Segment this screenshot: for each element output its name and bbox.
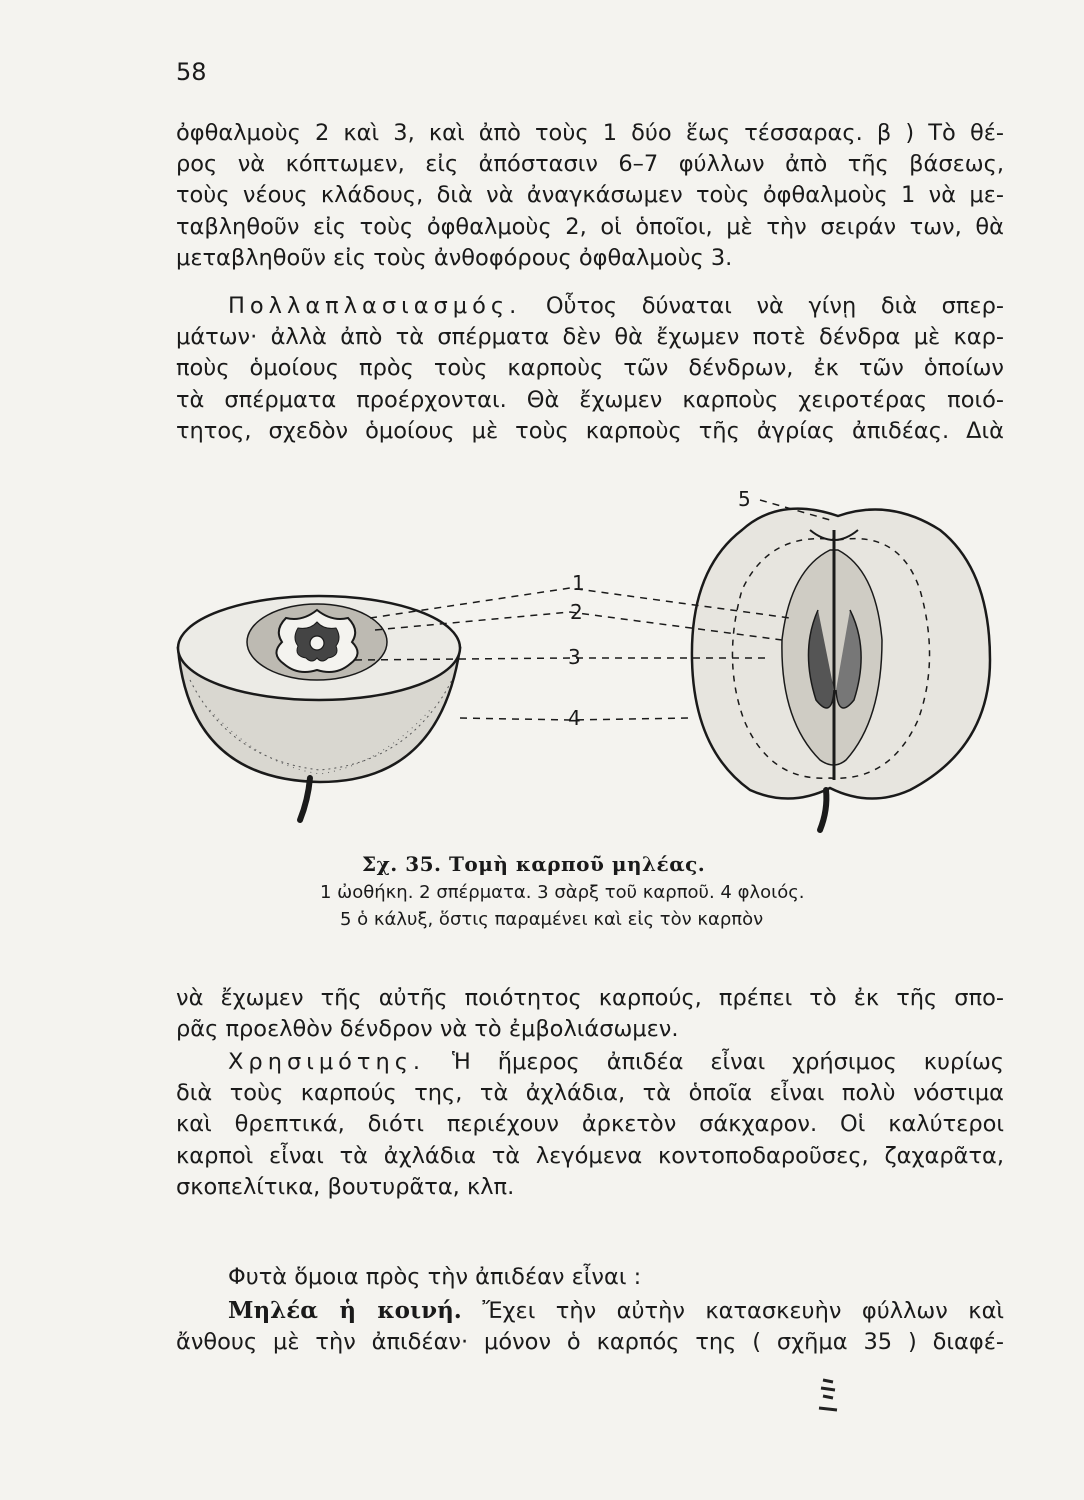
text-line: νὰ ἔχωμεν τῆς αὐτῆς ποιότητος καρπούς, πρέπει τὸ ἐκ τῆς σπο- bbox=[176, 985, 1004, 1011]
text-run: Ἔχει τὴν αὐτὴν κατασκευὴν φύλλων καὶ bbox=[461, 1298, 1005, 1324]
paragraph-similar-plants bbox=[176, 1262, 1004, 1293]
text-line: καὶ θρεπτικά, διότι περιέχουν ἀρκετὸν σάκχαρον. Οἱ καλύτεροι bbox=[176, 1111, 1004, 1138]
text-line: ρᾶς προελθὸν δένδρον νὰ τὸ ἐμβολιάσωμεν. bbox=[176, 1016, 679, 1043]
text-line: τοὺς νέους κλάδους, διὰ νὰ ἀναγκάσωμεν τοὺς ὀφθαλμοὺς 1 νὰ με- bbox=[176, 182, 1004, 209]
paragraph-propagation bbox=[176, 291, 1004, 447]
text-line bbox=[176, 1047, 1004, 1078]
paragraph-grafting bbox=[176, 983, 1004, 1045]
figure-label-4: 4 bbox=[568, 706, 581, 730]
text-line: τητος, σχεδὸν ὁμοίους μὲ τοὺς καρποὺς τῆς ἀγρίας ἀπιδέας. Διὰ bbox=[176, 417, 1004, 444]
paragraph-pruning bbox=[176, 118, 1004, 274]
figure-label-5: 5 bbox=[738, 487, 751, 511]
figure-caption-title: Σχ. 35. Τομὴ καρποῦ μηλέας. bbox=[362, 852, 706, 876]
ink-smudge bbox=[815, 1376, 845, 1416]
section-heading-apple: Μηλέα ἡ κοινή. bbox=[228, 1297, 462, 1324]
text-line: ρος νὰ κόπτωμεν, εἰς ἀπόστασιν 6–7 φύλλων ἀπὸ τῆς βάσεως, bbox=[176, 151, 1004, 178]
text-line: καρποὶ εἶναι τὰ ἀχλάδια τὰ λεγόμενα κοντοποδαροῦσες, ζαχαρᾶτα, bbox=[176, 1142, 1004, 1169]
figure-label-1: 1 bbox=[572, 571, 585, 595]
text-line: μεταβληθοῦν εἰς τοὺς ἀνθοφόρους ὀφθαλμοὺς 3. bbox=[176, 244, 733, 271]
text-line: σκοπελίτικα, βουτυρᾶτα, κλπ. bbox=[176, 1173, 515, 1200]
paragraph-apple-tree bbox=[176, 1295, 1004, 1358]
text-line: μάτων· ἀλλὰ ἀπὸ τὰ σπέρματα δὲν θὰ ἔχωμεν ποτὲ δένδρα μὲ καρ- bbox=[176, 324, 1004, 351]
apple-half-cross-section bbox=[178, 596, 460, 820]
paragraph-usefulness bbox=[176, 1047, 1004, 1203]
section-heading-usefulness: Χρησιμότης. bbox=[228, 1049, 426, 1075]
figure-label-3: 3 bbox=[568, 645, 581, 669]
text-line: Φυτὰ ὅμοια πρὸς τὴν ἀπιδέαν εἶναι : bbox=[228, 1264, 642, 1290]
text-line: ὀφθαλμοὺς 2 καὶ 3, καὶ ἀπὸ τοὺς 1 δύο ἕως τέσσαρας. β ) Τὸ θέ- bbox=[176, 120, 1004, 146]
apple-section-figure bbox=[170, 490, 1030, 850]
text-line: ταβληθοῦν εἰς τοὺς ὀφθαλμοὺς 2, οἱ ὁποῖοι, μὲ τὴν σειράν των, θὰ bbox=[176, 213, 1004, 240]
page-number: 58 bbox=[176, 58, 207, 86]
figure-label-2: 2 bbox=[570, 600, 583, 624]
text-line bbox=[176, 291, 1004, 322]
text-line: διὰ τοὺς καρπούς της, τὰ ἀχλάδια, τὰ ὁποῖα εἶναι πολὺ νόστιμα bbox=[176, 1080, 1004, 1107]
figure-caption-legend: 5 ὁ κάλυξ, ὅστις παραμένει καὶ εἰς τὸν καρπὸν bbox=[340, 909, 764, 930]
figure-caption-legend: 1 ὠοθήκη. 2 σπέρματα. 3 σὰρξ τοῦ καρποῦ. 4 φλοιός. bbox=[320, 882, 805, 903]
text-line: ποὺς ὁμοίους πρὸς τοὺς καρποὺς τῶν δένδρων, ἐκ τῶν ὁποίων bbox=[176, 355, 1004, 382]
text-line bbox=[176, 1295, 1004, 1327]
text-run: Οὗτος δύναται νὰ γίνῃ διὰ σπερ- bbox=[521, 293, 1004, 319]
text-run: Ἡ ἥμερος ἀπιδέα εἶναι χρήσιμος κυρίως bbox=[425, 1049, 1004, 1075]
section-heading-propagation: Πολλαπλασιασμός. bbox=[228, 293, 522, 319]
text-line: ἄνθους μὲ τὴν ἀπιδέαν· μόνον ὁ καρπός της ( σχῆμα 35 ) διαφέ- bbox=[176, 1329, 1004, 1356]
apple-longitudinal-section bbox=[692, 509, 990, 830]
text-line: τὰ σπέρματα προέρχονται. Θὰ ἔχωμεν καρποὺς χειροτέρας ποιό- bbox=[176, 386, 1004, 413]
